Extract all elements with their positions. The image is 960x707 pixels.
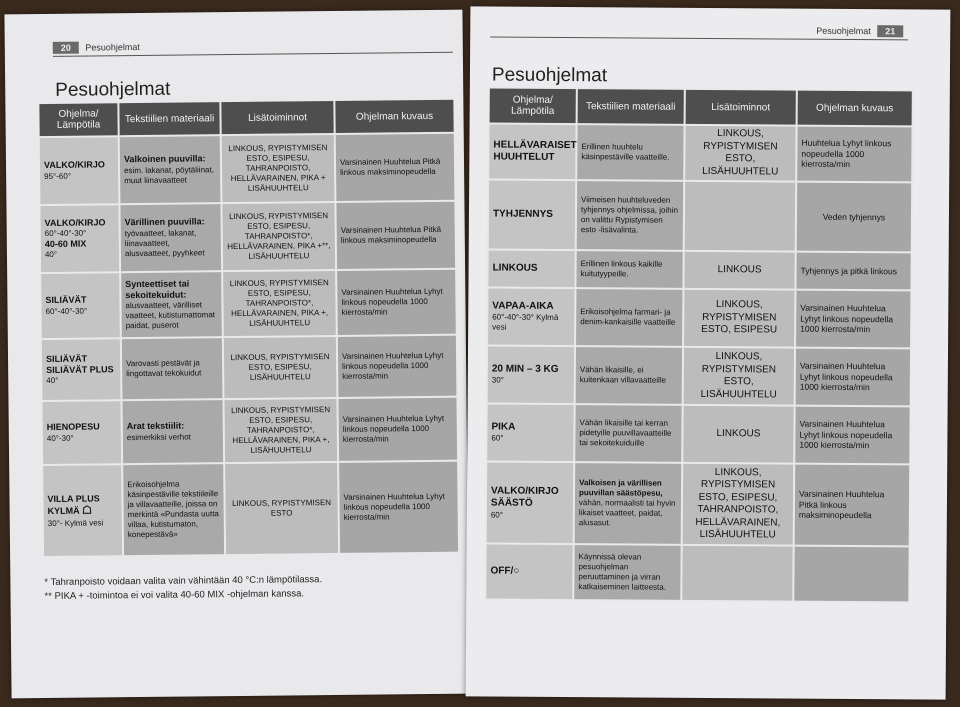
material-cell xyxy=(119,203,222,272)
program-name: HELLÄVARAISET HUUHTELUT xyxy=(493,138,577,163)
description-cell: Tyhjennys ja pitkä linkous xyxy=(795,252,911,291)
description-cell: Varsinainen Huuhtelua Pitkä linkous maksiminopeudella xyxy=(794,464,911,547)
material-title: Synteettiset tai sekoitekuidut: xyxy=(125,278,190,301)
program-temp-2: 40° xyxy=(44,250,58,260)
page-title: Pesuohjelmat xyxy=(491,64,608,87)
program-temp: 60°-40°-30° xyxy=(44,228,87,239)
material-title: Valkoisen ja värillisen puuvillan säästöpesu, xyxy=(578,478,663,498)
table-row xyxy=(41,335,458,401)
program-cell xyxy=(486,403,574,462)
program-cell xyxy=(485,543,573,600)
program-temp: 60° xyxy=(491,433,504,443)
column-header: Lisätoiminnot xyxy=(685,89,797,126)
table-row xyxy=(41,397,458,465)
material-text: alusvaatteet, värilliset vaatteet, kutistumattomat paidat, puserot xyxy=(125,300,216,331)
table-row xyxy=(485,543,909,602)
material-cell: Erillinen huuhtelu käsinpestäville vaatteille. xyxy=(576,124,684,181)
description-cell: Varsinainen Huuhtelua Lyhyt linkous nopeudella 1000 kierrosta/min xyxy=(338,461,459,554)
column-header: Ohjelma/ Lämpötila xyxy=(38,102,118,137)
material-cell: Vähän likaisille, ei kuitenkaan villavaatteille xyxy=(575,346,683,405)
page-header xyxy=(53,41,140,54)
description-cell: Varsinainen Huuhtelua Lyhyt linkous nopeudella 1000 kierrosta/min xyxy=(795,290,911,349)
options-cell: LINKOUS, RYPISTYMISEN ESTO, ESIPESU, TAHRANPOISTO, HELLÄVARAINEN, LISÄHUUHTELU xyxy=(682,463,795,546)
description-cell xyxy=(793,546,909,603)
description-cell: Varsinainen Huuhtelua Pitkä linkous maksiminopeudella xyxy=(335,133,456,202)
table-row xyxy=(39,133,456,205)
program-cell xyxy=(41,400,122,465)
program-name: PIKA xyxy=(491,421,516,433)
program-temp: 95°-60° xyxy=(44,171,72,181)
material-cell: Käynnissä olevan pesuohjelman peruuttaminen ja virran katkaiseminen laitteesta. xyxy=(573,544,681,601)
program-name: SILIÄVÄT xyxy=(45,294,87,306)
footnote: ** PIKA + -toimintoa ei voi valita 40-60 MIX -ohjelman kanssa. xyxy=(44,588,305,602)
material-cell xyxy=(122,463,225,556)
options-cell: LINKOUS xyxy=(683,251,795,290)
table-row xyxy=(40,269,457,339)
options-cell: LINKOUS, RYPISTYMISEN ESTO, LISÄHUUHTELU xyxy=(684,125,796,182)
program-name: HIENOPESU xyxy=(46,421,100,433)
page-header xyxy=(816,25,903,38)
page-title: Pesuohjelmat xyxy=(55,78,171,101)
hand-wash-icon: ☖ xyxy=(82,504,93,517)
options-cell: LINKOUS, RYPISTYMISEN ESTO, LISÄHUUHTELU xyxy=(683,347,795,406)
description-cell: Varsinainen Huuhtelua Lyhyt linkous nopeudella 1000 kierrosta/min xyxy=(336,269,457,336)
program-temp: 40° xyxy=(46,376,59,386)
header-rule xyxy=(490,36,908,40)
description-cell: Varsinainen Huuhtelua Lyhyt linkous nopeudella 1000 kierrosta/min xyxy=(794,406,910,465)
program-name: 20 MIN – 3 KG xyxy=(491,363,559,375)
program-name: VALKO/KIRJO xyxy=(44,217,106,228)
material-cell: Erikoisohjelma farmari- ja denim-kankaisille vaatteille xyxy=(575,288,683,347)
table-row xyxy=(487,345,911,406)
material-cell: Vähän likaisille tai kerran pidetyille puuvillavaatteille tai sekoitekuiduille xyxy=(574,404,682,463)
options-cell: LINKOUS, RYPISTYMISEN ESTO, ESIPESU, TAHRANPOISTO*, HELLÄVARAINEN, PIKA +**, LISÄHUUHTELU xyxy=(221,202,336,271)
table-row xyxy=(487,249,911,290)
right-page xyxy=(466,6,951,699)
program-cell xyxy=(488,179,576,250)
material-text: Varovasti pestävät ja lingottavat tekokuidut xyxy=(126,358,202,379)
table-row xyxy=(42,461,459,557)
page-number: 21 xyxy=(877,25,903,37)
program-temp: 30° xyxy=(491,375,504,385)
material-cell: Erillinen linkous kaikille kuitutyypeille. xyxy=(575,250,683,289)
description-cell: Varsinainen Huuhtelua Lyhyt linkous nopeudella 1000 kierrosta/min xyxy=(337,397,458,462)
material-cell xyxy=(119,135,222,204)
description-cell: Veden tyhjennys xyxy=(796,182,912,253)
program-cell xyxy=(487,287,575,346)
program-name-2: 40-60 MIX xyxy=(44,238,87,250)
table-row xyxy=(486,403,910,464)
table-header-row xyxy=(489,87,913,126)
material-text: työvaatteet, lakanat, liinavaatteet, alusvaatteet, pyyhkeet xyxy=(124,228,205,258)
header-title: Pesuohjelmat xyxy=(85,42,140,53)
options-cell: LINKOUS, RYPISTYMISEN ESTO, ESIPESU, LISÄHUUHTELU xyxy=(223,336,338,399)
material-title: Arat tekstiilit: xyxy=(126,420,185,432)
table-header-row xyxy=(38,99,454,137)
column-header: Lisätoiminnot xyxy=(220,100,334,135)
program-cell xyxy=(41,338,122,401)
program-name: TYHJENNYS xyxy=(492,208,554,220)
program-temp: 60°-40°-30° xyxy=(45,306,88,316)
material-cell xyxy=(120,271,223,338)
table-row xyxy=(39,201,456,273)
table-row xyxy=(488,179,912,252)
column-header: Ohjelman kuvaus xyxy=(797,90,913,127)
program-name: VALKO/KIRJO xyxy=(43,159,105,171)
material-text: esim. lakanat, pöytäliinat, muut liinavaatteet xyxy=(124,164,214,185)
material-text: Erikoisohjelma käsinpestäville tekstiileille ja villavaatteille, joissa on merkintä «Pundasta uutta villaa, kutistumaton, konepestävä» xyxy=(127,479,219,540)
description-cell: Huuhtelua Lyhyt linkous nopeudella 1000 kierrosta/min xyxy=(796,126,912,183)
header-title: Pesuohjelmat xyxy=(816,25,871,37)
options-cell: LINKOUS, RYPISTYMISEN ESTO xyxy=(224,462,339,555)
material-title: Valkoinen puuvilla: xyxy=(123,153,206,165)
program-cell xyxy=(488,123,576,180)
program-table xyxy=(37,98,460,558)
program-name: VAPAA-AIKA xyxy=(492,300,554,312)
program-temp: 60°-40°-30° Kylmä vesi xyxy=(492,312,559,332)
description-cell: Varsinainen Huuhtelua Lyhyt linkous nopeudella 1000 kierrosta/min xyxy=(337,335,458,398)
program-table xyxy=(484,86,914,603)
options-cell: LINKOUS, RYPISTYMISEN ESTO, ESIPESU, TAHRANPOISTO*, HELLÄVARAINEN, PIKA +, LISÄHUUHTELU xyxy=(223,398,338,463)
material-cell xyxy=(121,337,224,400)
program-cell xyxy=(39,204,120,273)
program-temp: 40°-30° xyxy=(46,433,74,443)
material-cell xyxy=(121,399,224,464)
left-page xyxy=(4,10,469,699)
program-temp: 30°- Kylmä vesi xyxy=(47,517,104,528)
program-name: VALKO/KIRJO SÄÄSTÖ xyxy=(490,484,559,509)
material-text: vähän, normaalisti tai hyvin likaiset vaatteet, paidat, alusasut. xyxy=(578,498,676,528)
table-row xyxy=(488,123,912,182)
program-name: LINKOUS xyxy=(492,262,538,274)
options-cell xyxy=(681,545,793,602)
column-header: Tekstiilien materiaali xyxy=(118,101,220,136)
footnote: * Tahranpoisto voidaan valita vain vähintään 40 °C:n lämpötilassa. xyxy=(44,574,323,589)
column-header: Ohjelman kuvaus xyxy=(334,99,454,134)
material-title: Värillinen puuvilla: xyxy=(124,216,205,228)
program-name: OFF/○ xyxy=(490,565,520,577)
program-cell xyxy=(39,136,120,205)
material-cell: Viimeisen huuhteluveden tyhjennys ohjelmissa, joihin on valittu Rypistymisen esto -lisävalinta. xyxy=(576,180,684,251)
page-number: 20 xyxy=(53,42,79,54)
program-temp: 60° xyxy=(490,509,504,520)
description-cell: Varsinainen Huuhtelua Lyhyt linkous nopeudella 1000 kierrosta/min xyxy=(795,348,911,407)
program-name: VILLA PLUS KYLMÄ xyxy=(47,492,100,516)
options-cell: LINKOUS xyxy=(682,405,794,464)
options-cell xyxy=(684,181,796,252)
program-cell xyxy=(40,272,121,339)
program-name: SILIÄVÄT SILIÄVÄT PLUS xyxy=(45,353,114,375)
program-cell xyxy=(42,464,123,557)
program-cell xyxy=(487,249,575,288)
program-cell xyxy=(487,345,575,404)
column-header: Ohjelma/ Lämpötila xyxy=(489,87,577,124)
table-row xyxy=(487,287,911,348)
options-cell: LINKOUS, RYPISTYMISEN ESTO, ESIPESU xyxy=(683,289,795,348)
material-cell xyxy=(574,462,683,545)
footnotes xyxy=(44,572,454,604)
options-cell: LINKOUS, RYPISTYMISEN ESTO, ESIPESU, TAHRANPOISTO*, HELLÄVARAINEN, PIKA +, LISÄHUUHTELU xyxy=(222,270,337,337)
material-text: esimerkiksi verhot xyxy=(126,432,191,442)
table-row xyxy=(486,461,911,546)
description-cell: Varsinainen Huuhtelua Pitkä linkous maksiminopeudella xyxy=(335,201,456,270)
program-cell xyxy=(486,461,575,544)
column-header: Tekstiilien materiaali xyxy=(577,88,685,125)
options-cell: LINKOUS, RYPISTYMISEN ESTO, ESIPESU, TAHRANPOISTO, HELLÄVARAINEN, PIKA + LISÄHUUHTELU xyxy=(221,134,336,203)
